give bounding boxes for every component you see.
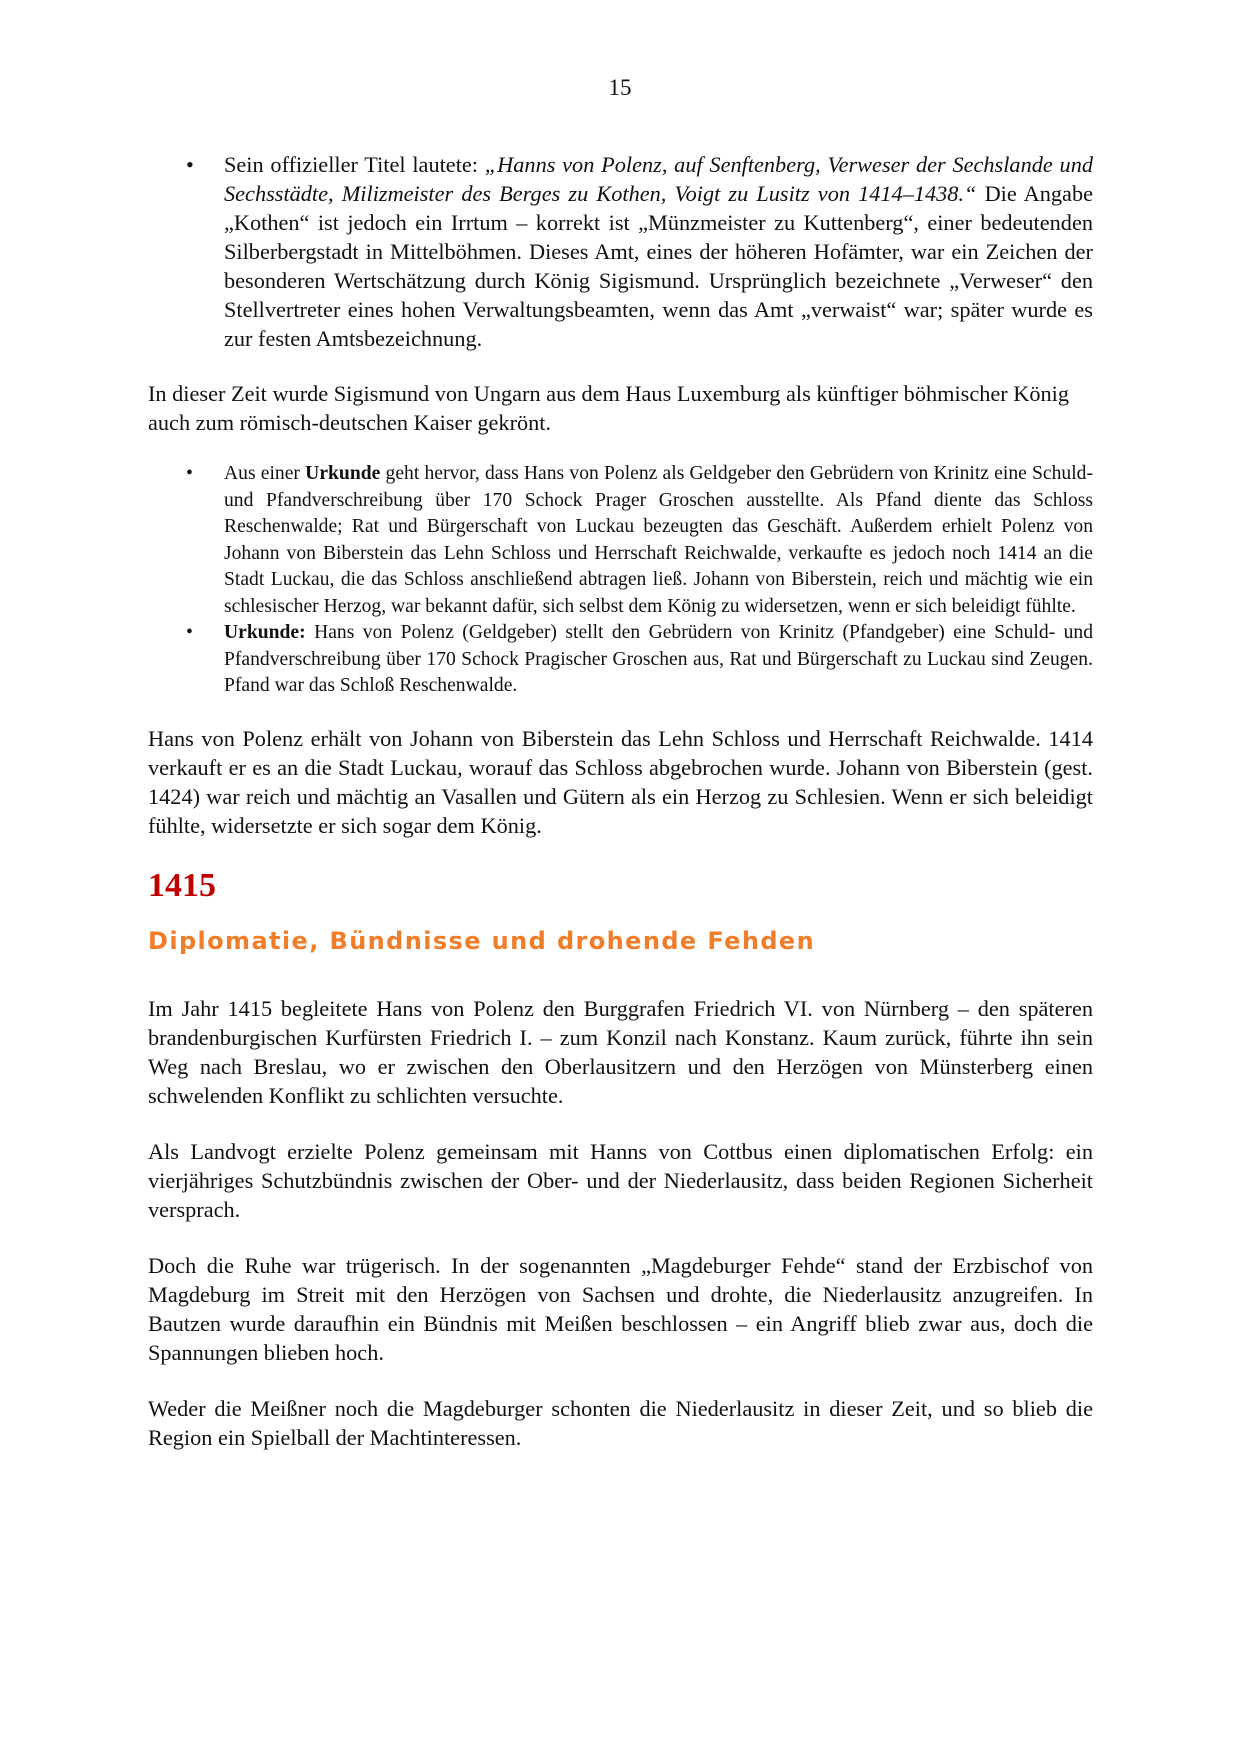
paragraph-schutzbuendnis: Als Landvogt erzielte Polenz gemeinsam mit Hanns von Cottbus einen diplomatischen Erfolg: ein vierjähriges Schutzbündnis zwischen der Ober- und der Niederlausitz, dass beiden Regionen Sicherheit versprach. (148, 1138, 1093, 1222)
bullet-explanation-text: Die Angabe „Kothen“ ist jedoch ein Irrtum – korrekt ist „Münzmeister zu Kuttenberg“, einer bedeutenden Silberbergstadt in Mittelböhmen. Dieses Amt, eines der höheren Hofämter, war ein Zeichen der besonderen Wertschätzung durch König Sigismund. Ursprünglich bezeichnete „Verweser“ den Stellvertreter eines hohen Verwaltungsbeamten, wenn das Amt „verwaist“ war; später wurde es zur festen Amtsbezeichnung. (224, 181, 1093, 351)
bullet-intro-text: Sein offizieller Titel lautete: (224, 152, 485, 177)
bullet-list-urkunde (148, 461, 1093, 700)
bullet-quoted-title: „Hanns von Polenz, auf Senftenberg, Verweser der Sechslande und Sechsstädte, Milizmeister des Berges zu Kothen, Voigt zu Lusitz von 1414–1438.“ (224, 152, 1093, 206)
bullet-urkunde-text: geht hervor, dass Hans von Polenz als Geldgeber den Gebrüdern von Krinitz eine Schuld- und Pfandverschreibung über 170 Schock Prager Groschen ausstellte. Als Pfand diente das Schloss Reschenwalde; Rat und Bürgerschaft von Luckau bezeugten das Geschäft. Außerdem erhielt Polenz von Johann von Biberstein das Lehn Schloss und Herrschaft Reichwalde, verkaufte es jedoch noch 1414 an die Stadt Luckau, die das Schloss anschließend abtragen ließ. Johann von Biberstein, reich und mächtig wie ein schlesischer Herzog, war bekannt dafür, sich selbst dem König zu widersetzen, wenn er sich beleidigt fühlte. (224, 463, 1093, 617)
year-heading: 1415 (148, 866, 216, 904)
paragraph-magdeburger-fehde: Doch die Ruhe war trügerisch. In der sogenannten „Magdeburger Fehde“ stand der Erzbischof von Magdeburg im Streit mit den Herzögen von Sachsen und drohte, die Niederlausitz anzugreifen. In Bautzen wurde daraufhin ein Bündnis mit Meißen beschlossen – ein Angriff blieb zwar aus, doch die Spannungen blieben hoch. (148, 1252, 1093, 1365)
section-heading: Diplomatie, Bündnisse und drohende Fehden (148, 926, 816, 955)
paragraph-spielball: Weder die Meißner noch die Magdeburger schonten die Niederlausitz in dieser Zeit, und so blieb die Region ein Spielball der Machtinteressen. (148, 1395, 1093, 1450)
bullet-urkunde-bold: Urkunde: (224, 622, 306, 643)
paragraph-sigismund: In dieser Zeit wurde Sigismund von Ungarn aus dem Haus Luxemburg als künftiger böhmischer König auch zum römisch-deutschen Kaiser gekrönt. (148, 381, 1070, 435)
page-number: 15 (608, 75, 632, 100)
bullet-urkunde-original (148, 620, 1093, 700)
page-content (148, 150, 1093, 1452)
paragraph-reichwalde: Hans von Polenz erhält von Johann von Biberstein das Lehn Schloss und Herrschaft Reichwalde. 1414 verkauft er es an die Stadt Luckau, worauf das Schloss abgebrochen wurde. Johann von Biberstein (gest. 1424) war reich und mächtig an Vasallen und Gütern als ein Herzog zu Schlesien. Wenn er sich beleidigt fühlte, widersetzte er sich sogar dem König. (148, 725, 1093, 838)
bullet-urkunde-summary (148, 461, 1093, 620)
bullet-urkunde-bold: Urkunde (305, 463, 381, 484)
bullet-official-title (148, 150, 1093, 353)
bullet-list-title (148, 150, 1093, 353)
bullet-urkunde-pre: Aus einer (224, 463, 306, 484)
paragraph-konstanz: Im Jahr 1415 begleitete Hans von Polenz den Burggrafen Friedrich VI. von Nürnberg – den späteren brandenburgischen Kurfürsten Friedrich I. – zum Konzil nach Konstanz. Kaum zurück, führte ihn sein Weg nach Breslau, wo er zwischen den Oberlausitzern und den Herzögen von Münsterberg einen schwelenden Konflikt zu schlichten versuchte. (148, 995, 1093, 1108)
bullet-urkunde-text: Hans von Polenz (Geldgeber) stellt den Gebrüdern von Krinitz (Pfandgeber) eine Schuld- und Pfandverschreibung über 170 Schock Pragischer Groschen aus, Rat und Bürgerschaft zu Luckau sind Zeugen. Pfand war das Schloß Reschenwalde. (224, 622, 1093, 696)
